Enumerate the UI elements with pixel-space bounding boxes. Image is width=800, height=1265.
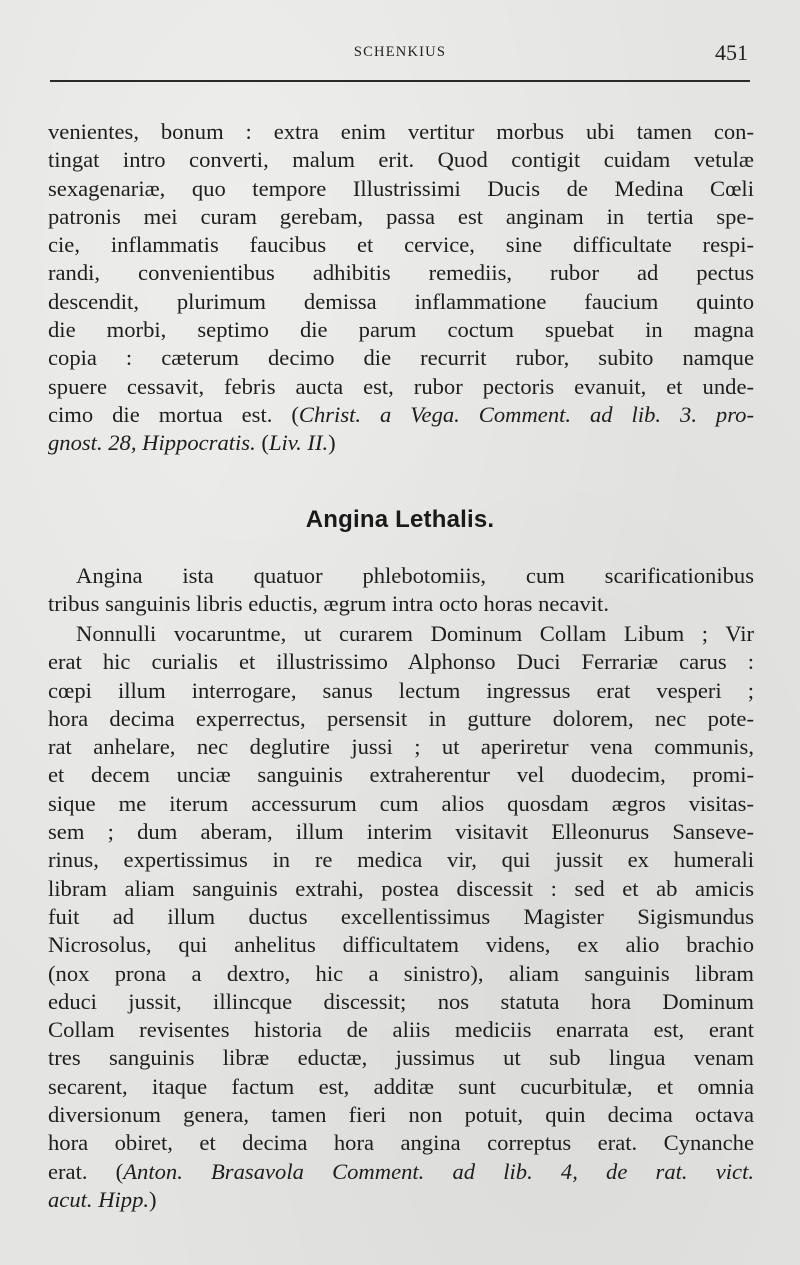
text-fragment: erat. ( — [48, 1158, 124, 1184]
text-line: Angina ista quatuor phlebotomiis, cum scarificationibus — [76, 563, 754, 588]
text-line: cœpi illum interrogare, sanus lectum ingressus erat vesperi ; — [48, 677, 754, 703]
text-line: erat hic curialis et illustrissimo Alphonso Duci Ferrariæ carus : — [48, 649, 754, 675]
text-line: sique me iterum accessurum cum alios quosdam ægros visitas- — [48, 790, 754, 816]
text-line: hora obiret, et decima hora angina correptus erat. Cynanche — [48, 1130, 754, 1156]
text-line — [48, 1186, 754, 1214]
text-line: Collam revisentes historia de aliis mediciis enarrata est, erant — [48, 1017, 754, 1043]
text-line: venientes, bonum : extra enim vertitur morbus ubi tamen con- — [48, 119, 754, 144]
text-line: libram aliam sanguinis extrahi, postea discessit : sed et ab amicis — [48, 875, 754, 901]
text-line: diversionum genera, tamen fieri non potuit, quin decima octava — [48, 1102, 754, 1128]
citation-italic: gnost. 28, Hippocratis. — [48, 430, 256, 456]
citation-italic: Christ. a Vega. Comment. ad lib. 3. pro- — [298, 401, 754, 427]
text-fragment: cimo die mortua est. ( — [48, 401, 299, 427]
text-line: tres sanguinis libræ eductæ, jussimus ut sub lingua venam — [48, 1045, 754, 1071]
text-fragment: ) — [328, 430, 336, 456]
header-rule — [50, 80, 750, 82]
text-line: die morbi, septimo die parum coctum spuebat in magna — [48, 317, 754, 343]
text-line: patronis mei curam gerebam, passa est anginam in tertia spe- — [48, 203, 754, 229]
text-line: (nox prona a dextro, hic a sinistro), aliam sanguinis libram — [48, 960, 754, 986]
citation-italic: Anton. Brasavola Comment. ad lib. 4, de rat. vict. — [123, 1158, 755, 1184]
text-line: spuere cessavit, febris aucta est, rubor pectoris evanuit, et unde- — [48, 373, 754, 399]
paragraph-1 — [48, 118, 754, 458]
citation-italic: acut. Hipp. — [48, 1186, 150, 1212]
text-line: Nonnulli vocaruntme, ut curarem Dominum Collam Libum ; Vir — [76, 621, 754, 646]
paragraph-2 — [48, 562, 754, 619]
text-line — [48, 401, 754, 429]
text-line: fuit ad illum ductus excellentissimus Magister Sigismundus — [48, 903, 754, 929]
citation-italic: Liv. II. — [268, 430, 329, 456]
text-line: et decem unciæ sanguinis extraherentur vel duodecim, promi- — [48, 762, 754, 788]
paragraph-3 — [48, 620, 754, 1214]
text-fragment: ) — [149, 1186, 157, 1212]
text-line: educi jussit, illincque discessit; nos statuta hora Dominum — [48, 988, 754, 1014]
text-line: tribus sanguinis libris eductis, ægrum intra octo horas necavit. — [48, 591, 609, 617]
text-line: rat anhelare, nec deglutire jussi ; ut aperiretur vena communis, — [48, 734, 754, 760]
text-line: randi, convenientibus adhibitis remediis, rubor ad pectus — [48, 260, 754, 286]
text-line: secarent, itaque factum est, additæ sunt cucurbitulæ, et omnia — [48, 1073, 754, 1099]
text-line: sem ; dum aberam, illum interim visitavit Elleonurus Sanseve- — [48, 819, 754, 845]
page-number: 451 — [715, 40, 748, 65]
running-title: SCHENKIUS — [353, 44, 447, 60]
text-line: sexagenariæ, quo tempore Illustrissimi Ducis de Medina Cœli — [48, 175, 754, 201]
text-line: Nicrosolus, qui anhelitus difficultatem videns, ex alio brachio — [48, 932, 754, 958]
section-heading: Angina Lethalis. — [305, 506, 495, 533]
text-line: tingat intro converti, malum erit. Quod contigit cuidam vetulæ — [48, 147, 754, 173]
text-line: rinus, expertissimus in re medica vir, qui jussit ex humerali — [48, 847, 754, 873]
running-head — [48, 42, 752, 66]
text-line: copia : cæterum decimo die recurrit rubor, subito namque — [48, 345, 754, 371]
text-line: cie, inflammatis faucibus et cervice, sine difficultate respi- — [48, 232, 754, 258]
text-line: descendit, plurimum demissa inflammatione faucium quinto — [48, 288, 754, 314]
text-fragment: ( — [255, 430, 269, 456]
text-line: hora decima experrectus, persensit in gutture dolorem, nec pote- — [48, 705, 754, 731]
text-line — [48, 1158, 754, 1186]
text-line — [48, 429, 754, 457]
